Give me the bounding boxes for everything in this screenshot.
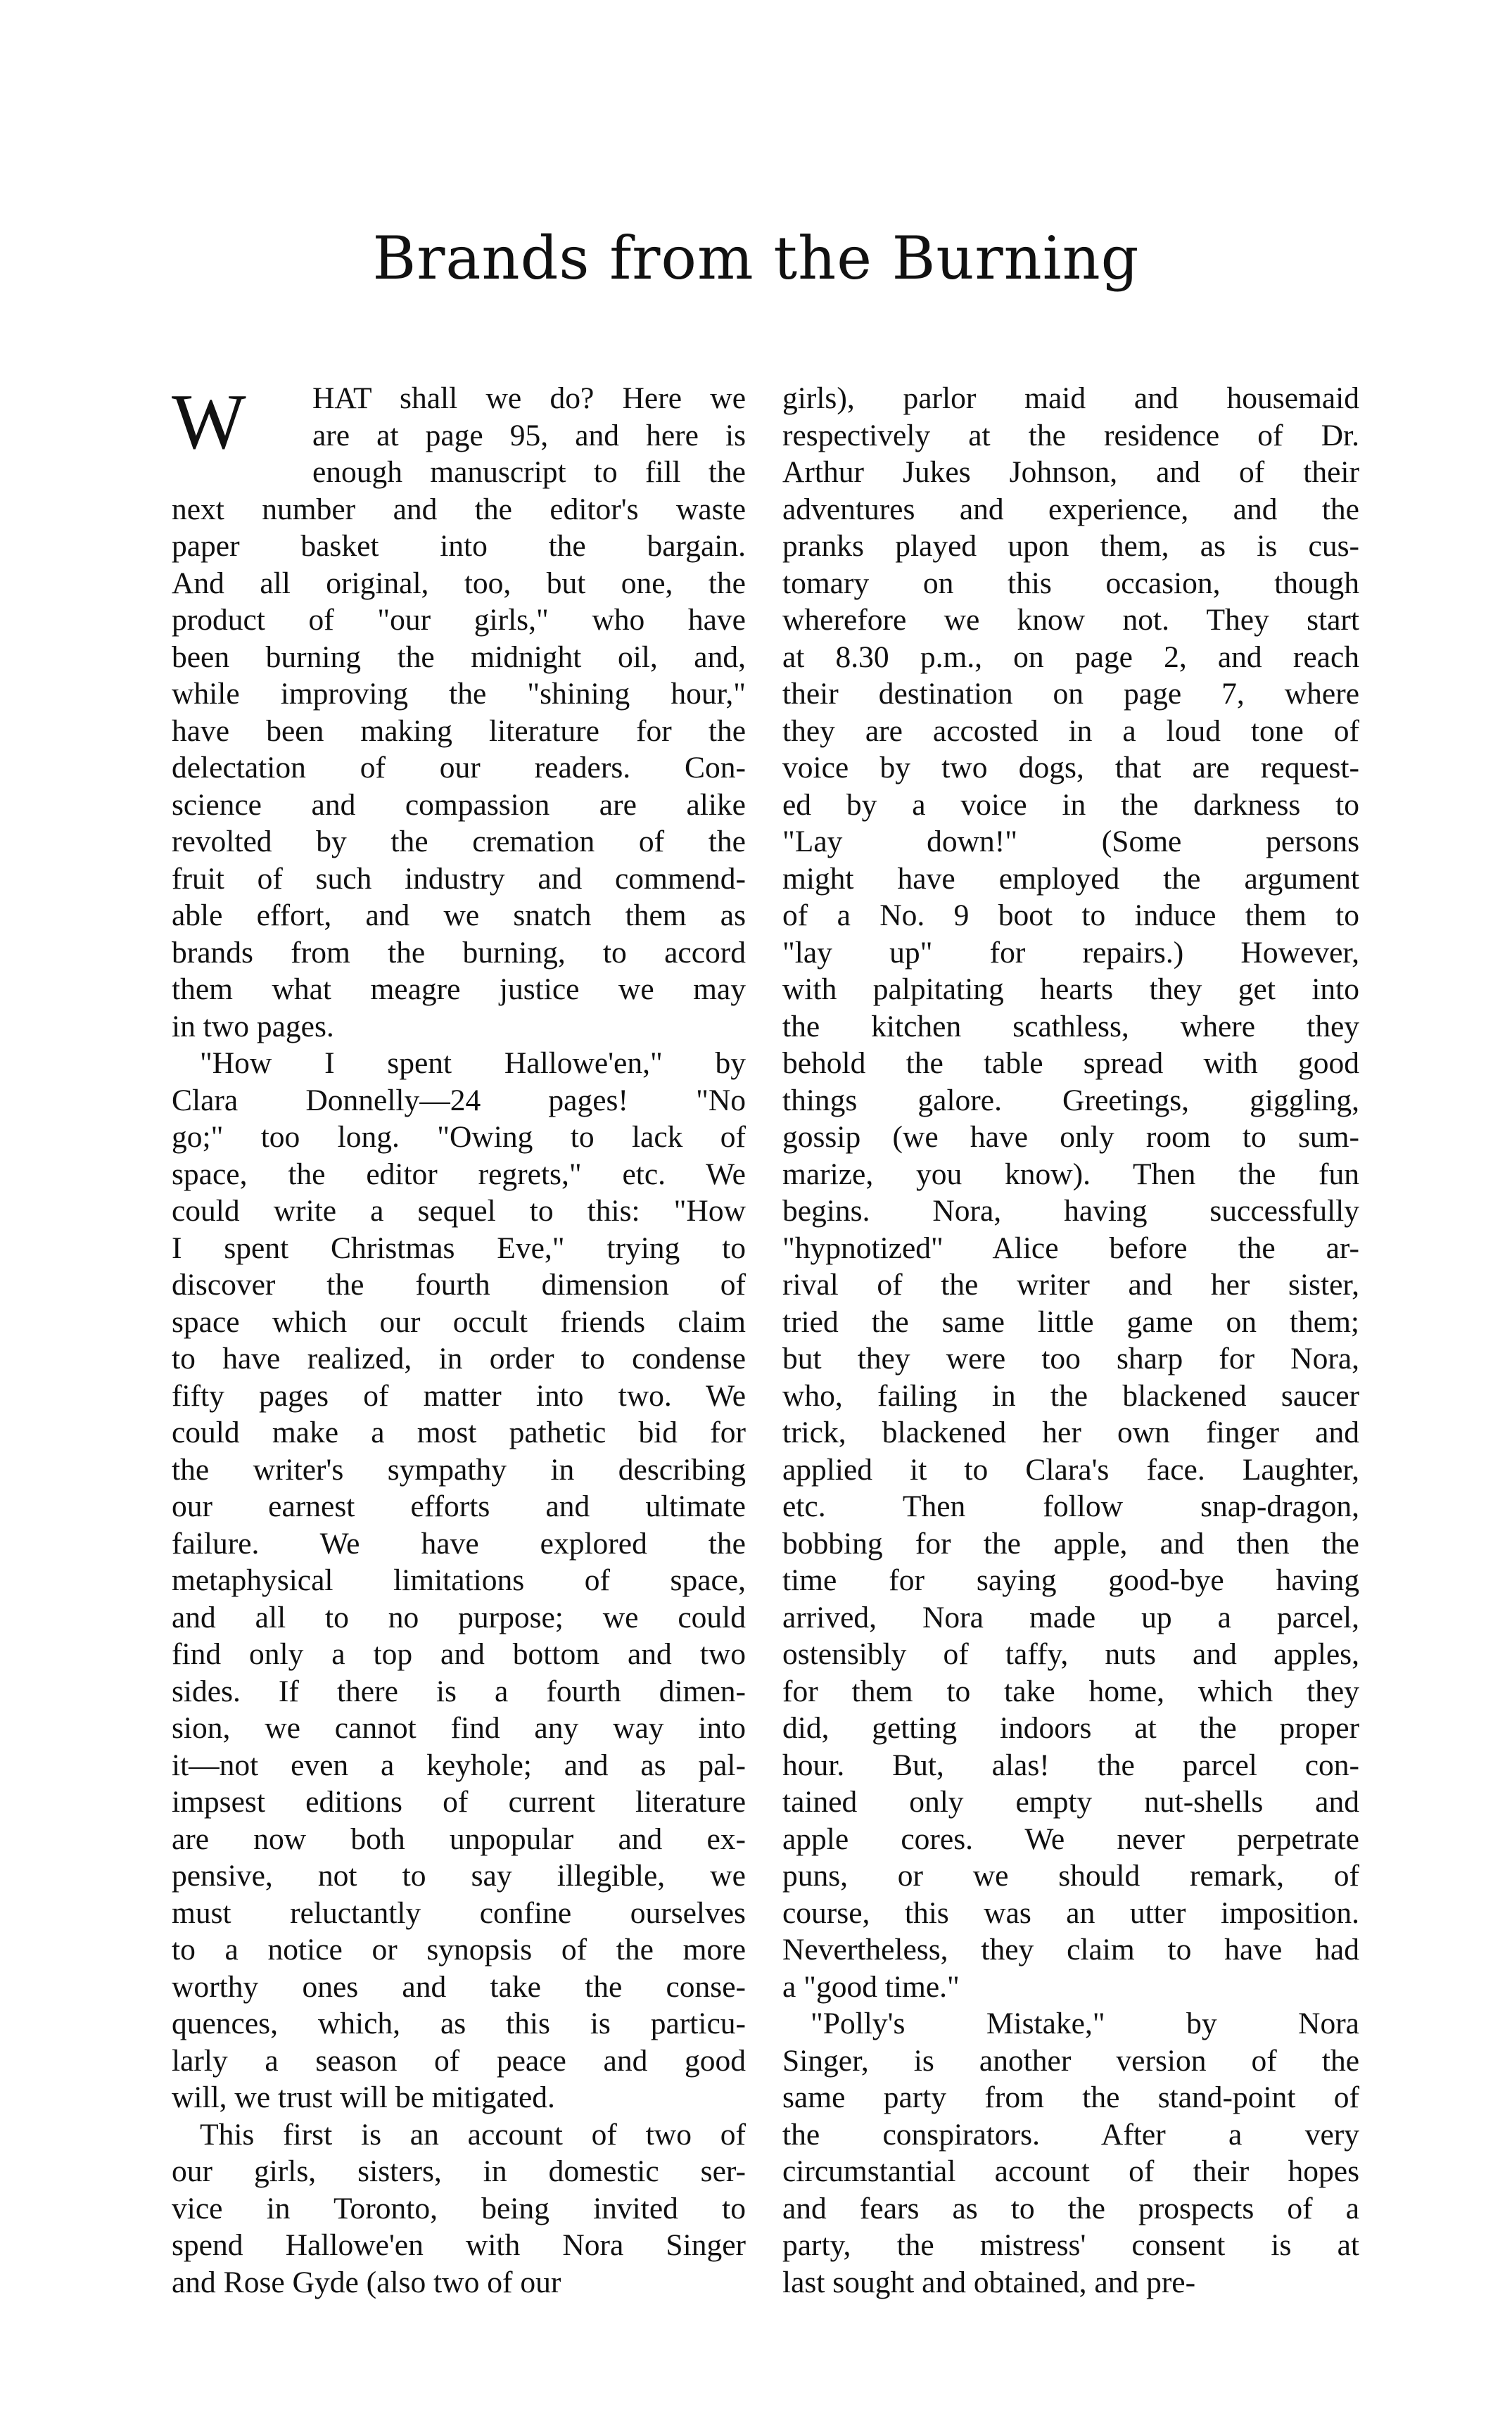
text-line: them what meagre justice we may bbox=[172, 972, 746, 1006]
text-line: to a notice or synopsis of the more bbox=[172, 1933, 746, 1967]
text-line: it—not even a keyhole; and as pal- bbox=[172, 1748, 746, 1782]
text-line: circumstantial account of their hopes bbox=[782, 2154, 1359, 2188]
text-line: sides. If there is a fourth dimen- bbox=[172, 1674, 746, 1708]
text-line: larly a season of peace and good bbox=[172, 2043, 746, 2078]
text-line: did, getting indoors at the proper bbox=[782, 1711, 1359, 1745]
text-line: ed by a voice in the darkness to bbox=[782, 787, 1359, 822]
text-line: who, failing in the blackened saucer bbox=[782, 1378, 1359, 1413]
text-line: brands from the burning, to accord bbox=[172, 935, 746, 970]
text-line: science and compassion are alike bbox=[172, 787, 746, 822]
text-line: next number and the editor's waste bbox=[172, 492, 746, 526]
text-line: things galore. Greetings, giggling, bbox=[782, 1083, 1359, 1117]
text-line: gossip (we have only room to sum- bbox=[782, 1120, 1359, 1154]
text-line: girls), parlor maid and housemaid bbox=[782, 381, 1359, 415]
right-column bbox=[782, 380, 1359, 2301]
text-line: space which our occult friends claim bbox=[172, 1304, 746, 1339]
text-line: behold the table spread with good bbox=[782, 1046, 1359, 1080]
text-line: product of "our girls," who have bbox=[172, 603, 746, 637]
text-line: pensive, not to say illegible, we bbox=[172, 1859, 746, 1893]
text-line: begins. Nora, having successfully bbox=[782, 1194, 1359, 1228]
text-line: and Rose Gyde (also two of our bbox=[172, 2265, 561, 2299]
text-line: HAT shall we do? Here we bbox=[312, 381, 746, 415]
drop-cap: W bbox=[172, 379, 246, 466]
text-line: And all original, too, but one, the bbox=[172, 566, 746, 600]
text-line: are at page 95, and here is bbox=[312, 418, 746, 452]
text-line: of a No. 9 boot to induce them to bbox=[782, 898, 1359, 932]
text-line: last sought and obtained, and pre- bbox=[782, 2265, 1196, 2299]
text-line: party, the mistress' consent is at bbox=[782, 2228, 1359, 2262]
text-line: could write a sequel to this: "How bbox=[172, 1194, 746, 1228]
text-line: etc. Then follow snap-dragon, bbox=[782, 1489, 1359, 1523]
text-line: "lay up" for repairs.) However, bbox=[782, 935, 1359, 970]
text-line: adventures and experience, and the bbox=[782, 492, 1359, 526]
text-line: but they were too sharp for Nora, bbox=[782, 1342, 1359, 1376]
text-line: enough manuscript to fill the bbox=[312, 455, 746, 489]
text-line: applied it to Clara's face. Laughter, bbox=[782, 1452, 1359, 1487]
text-line: metaphysical limitations of space, bbox=[172, 1563, 746, 1597]
text-line: time for saying good-bye having bbox=[782, 1563, 1359, 1597]
text-line: failure. We have explored the bbox=[172, 1526, 746, 1561]
text-line: go;" too long. "Owing to lack of bbox=[172, 1120, 746, 1154]
text-line: the conspirators. After a very bbox=[782, 2117, 1359, 2152]
text-line: and all to no purpose; we could bbox=[172, 1600, 746, 1634]
text-line: are now both unpopular and ex- bbox=[172, 1822, 746, 1856]
text-line: will, we trust will be mitigated. bbox=[172, 2081, 555, 2114]
text-line: tomary on this occasion, though bbox=[782, 566, 1359, 600]
text-line: tried the same little game on them; bbox=[782, 1304, 1359, 1339]
text-line: "Lay down!" (Some persons bbox=[782, 825, 1359, 858]
text-line: I spent Christmas Eve," trying to bbox=[172, 1231, 746, 1265]
text-line: been burning the midnight oil, and, bbox=[172, 640, 746, 674]
text-line: "hypnotized" Alice before the ar- bbox=[782, 1231, 1359, 1265]
text-line: have been making literature for the bbox=[172, 713, 746, 748]
text-line: Arthur Jukes Johnson, and of their bbox=[782, 455, 1359, 489]
text-line: voice by two dogs, that are request- bbox=[782, 751, 1359, 784]
text-line: fifty pages of matter into two. We bbox=[172, 1378, 746, 1413]
text-line: course, this was an utter imposition. bbox=[782, 1895, 1359, 1930]
text-line: sion, we cannot find any way into bbox=[172, 1711, 746, 1745]
text-line: to have realized, in order to condense bbox=[172, 1342, 746, 1376]
text-line: spend Hallowe'en with Nora Singer bbox=[172, 2228, 746, 2262]
text-line: impsest editions of current literature bbox=[172, 1785, 746, 1819]
text-line: Singer, is another version of the bbox=[782, 2043, 1359, 2078]
text-line: tained only empty nut-shells and bbox=[782, 1785, 1359, 1819]
article-title: Brands from the Burning bbox=[372, 224, 1140, 293]
text-line: ostensibly of taffy, nuts and apples, bbox=[782, 1637, 1359, 1671]
text-line: a "good time." bbox=[782, 1969, 960, 2004]
text-line: the kitchen scathless, where they bbox=[782, 1009, 1359, 1043]
text-line: delectation of our readers. Con- bbox=[172, 751, 746, 784]
text-line: wherefore we know not. They start bbox=[782, 603, 1359, 637]
text-line: they are accosted in a loud tone of bbox=[782, 713, 1359, 748]
text-line: Clara Donnelly—24 pages! "No bbox=[172, 1083, 746, 1117]
text-line: find only a top and bottom and two bbox=[172, 1637, 746, 1671]
text-line: for them to take home, which they bbox=[782, 1674, 1359, 1708]
text-line: our girls, sisters, in domestic ser- bbox=[172, 2154, 746, 2188]
text-line: paper basket into the bargain. bbox=[172, 529, 746, 563]
text-line: might have employed the argument bbox=[782, 861, 1359, 896]
text-line: trick, blackened her own finger and bbox=[782, 1416, 1359, 1449]
text-line: discover the fourth dimension of bbox=[172, 1268, 746, 1302]
text-line: in two pages. bbox=[172, 1009, 334, 1043]
text-line: able effort, and we snatch them as bbox=[172, 898, 746, 932]
text-line: their destination on page 7, where bbox=[782, 677, 1359, 711]
text-line: Nevertheless, they claim to have had bbox=[782, 1933, 1359, 1967]
text-line: puns, or we should remark, of bbox=[782, 1859, 1359, 1893]
text-line: respectively at the residence of Dr. bbox=[782, 418, 1359, 452]
text-line: marize, you know). Then the fun bbox=[782, 1157, 1359, 1191]
text-line: must reluctantly confine ourselves bbox=[172, 1895, 746, 1930]
text-line: "How I spent Hallowe'en," by bbox=[200, 1046, 746, 1080]
text-line: same party from the stand-point of bbox=[782, 2081, 1359, 2114]
text-line: This first is an account of two of bbox=[200, 2117, 746, 2152]
text-line: hour. But, alas! the parcel con- bbox=[782, 1748, 1359, 1782]
text-line: rival of the writer and her sister, bbox=[782, 1268, 1359, 1302]
left-column bbox=[172, 380, 746, 2301]
text-line: the writer's sympathy in describing bbox=[172, 1452, 746, 1487]
text-line: arrived, Nora made up a parcel, bbox=[782, 1600, 1359, 1634]
text-line: while improving the "shining hour," bbox=[172, 677, 746, 711]
text-line: could make a most pathetic bid for bbox=[172, 1416, 746, 1449]
text-line: quences, which, as this is particu- bbox=[172, 2007, 746, 2040]
text-line: bobbing for the apple, and then the bbox=[782, 1526, 1359, 1561]
text-line: worthy ones and take the conse- bbox=[172, 1969, 746, 2004]
text-line: space, the editor regrets," etc. We bbox=[172, 1157, 746, 1191]
text-line: with palpitating hearts they get into bbox=[782, 972, 1359, 1006]
text-line: vice in Toronto, being invited to bbox=[172, 2191, 746, 2225]
text-line: apple cores. We never perpetrate bbox=[782, 1822, 1359, 1856]
text-line: at 8.30 p.m., on page 2, and reach bbox=[782, 640, 1359, 674]
text-line: and fears as to the prospects of a bbox=[782, 2191, 1359, 2225]
text-line: pranks played upon them, as is cus- bbox=[782, 529, 1359, 563]
text-line: fruit of such industry and commend- bbox=[172, 861, 746, 896]
text-line: "Polly's Mistake," by Nora bbox=[811, 2007, 1359, 2040]
text-line: our earnest efforts and ultimate bbox=[172, 1489, 746, 1523]
text-line: revolted by the cremation of the bbox=[172, 825, 746, 858]
